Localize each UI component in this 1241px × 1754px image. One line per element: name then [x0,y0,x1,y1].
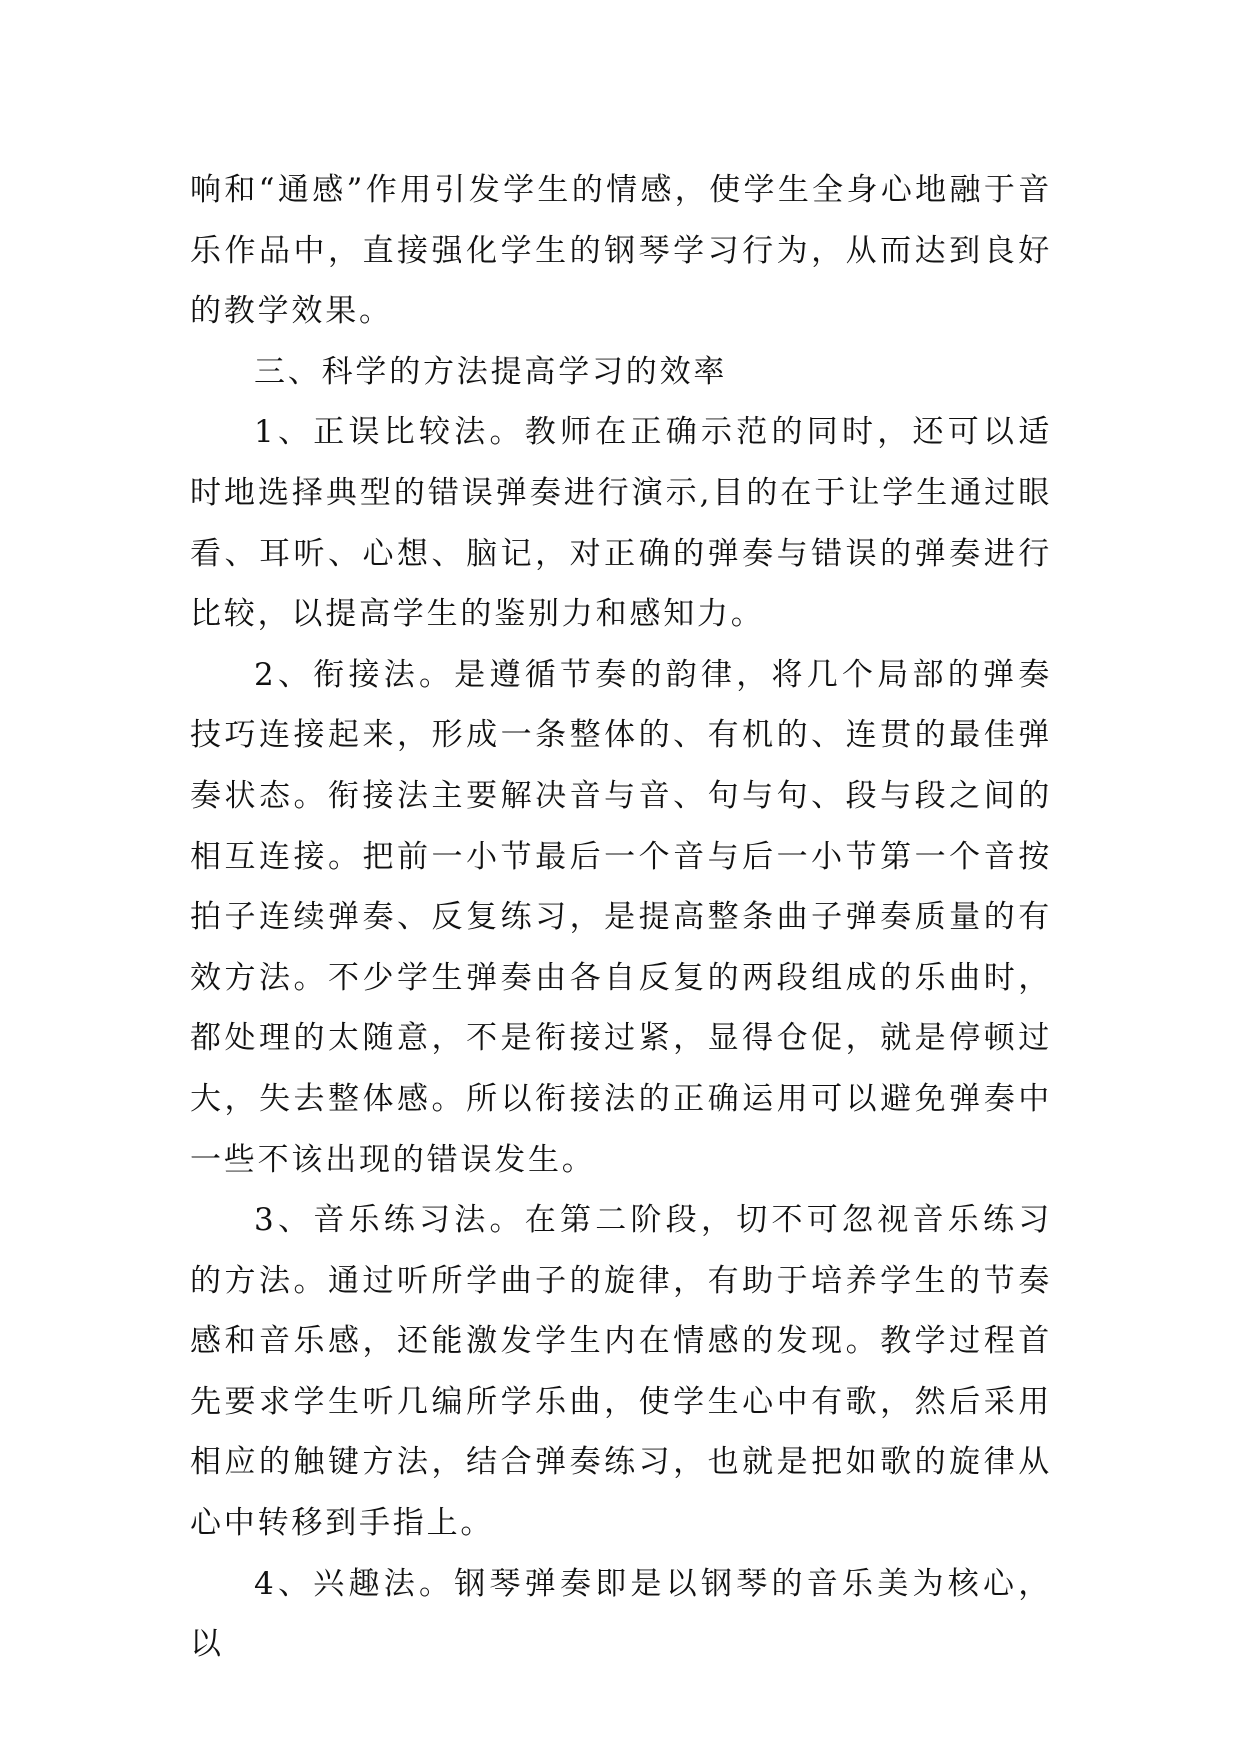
paragraph-continuation: 响和“通感”作用引发学生的情感，使学生全身心地融于音乐作品中，直接强化学生的钢琴学习行为，从而达到良好的教学效果。 [190,172,1052,330]
paragraph-method-1: 1、正误比较法。教师在正确示范的同时，还可以适时地选择典型的错误弹奏进行演示,目的在于让学生通过眼看、耳听、心想、脑记，对正确的弹奏与错误的弹奏进行比较，以提高学生的鉴别力和感知力。 [190,414,1052,633]
document-body [190,160,1052,1675]
paragraph-method-2: 2、衔接法。是遵循节奏的韵律，将几个局部的弹奏技巧连接起来，形成一条整体的、有机的、连贯的最佳弹奏状态。衔接法主要解决音与音、句与句、段与段之间的相互连接。把前一小节最后一个音与后一小节第一个音按拍子连续弹奏、反复练习，是提高整条曲子弹奏质量的有效方法。不少学生弹奏由各自反复的两段组成的乐曲时，都处理的太随意，不是衔接过紧，显得仓促，就是停顿过大，失去整体感。所以衔接法的正确运用可以避免弹奏中一些不该出现的错误发生。 [190,656,1052,1178]
paragraph-method-4: 4、兴趣法。钢琴弹奏即是以钢琴的音乐美为核心，以 [190,1565,1052,1663]
paragraph-method-3: 3、音乐练习法。在第二阶段，切不可忽视音乐练习的方法。通过听所学曲子的旋律，有助于培养学生的节奏感和音乐感，还能激发学生内在情感的发现。教学过程首先要求学生听几编所学乐曲，使学生心中有歌，然后采用相应的触键方法，结合弹奏练习，也就是把如歌的旋律从心中转移到手指上。 [190,1202,1052,1542]
section-heading: 三、科学的方法提高学习的效率 [254,353,728,390]
